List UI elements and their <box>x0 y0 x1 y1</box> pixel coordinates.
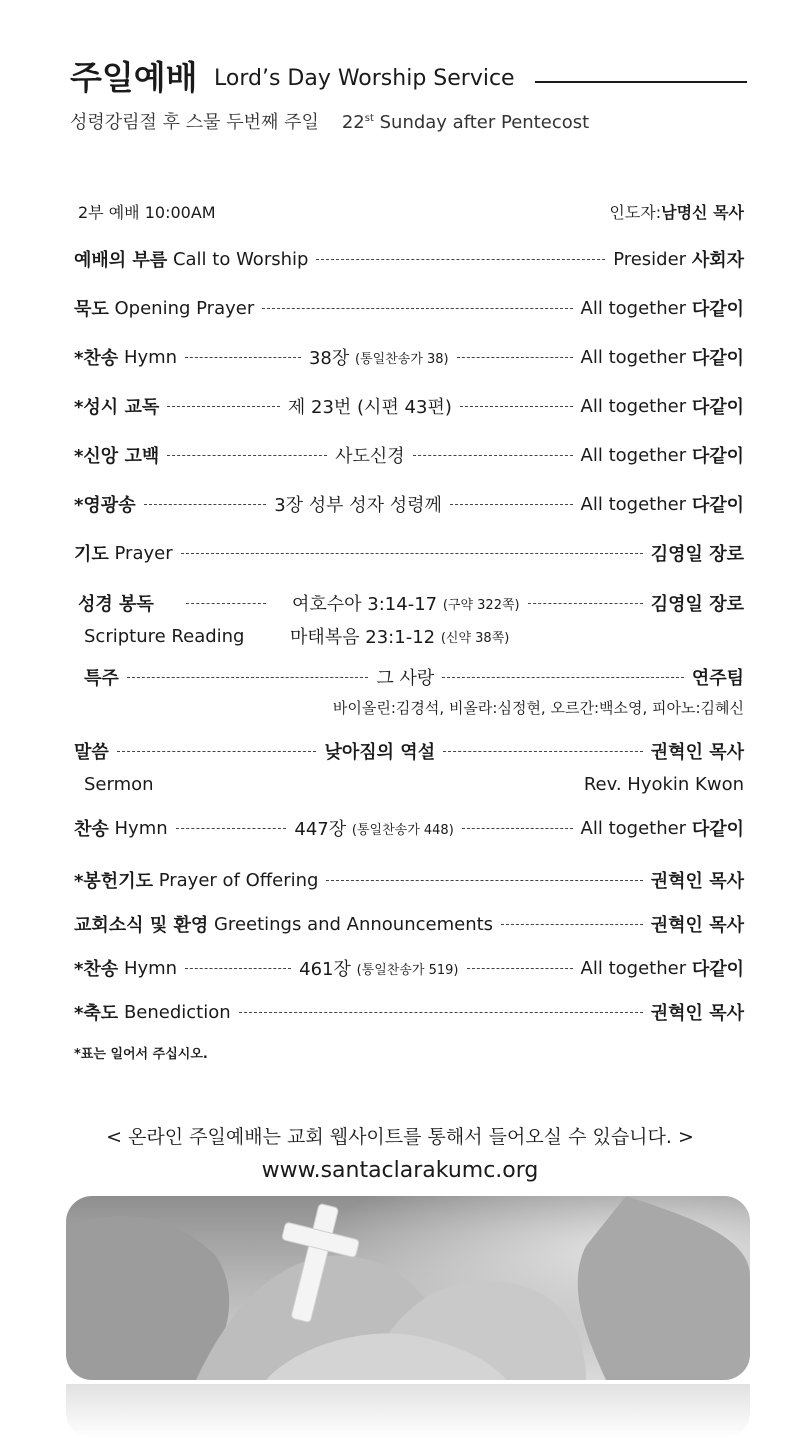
subtitle-english: Sunday after Pentecost <box>379 112 590 133</box>
dash-leader <box>460 406 573 407</box>
special-music-row <box>74 662 744 692</box>
dash-leader <box>167 406 280 407</box>
order-row-responsive-reading <box>74 391 744 421</box>
sermon-preacher-korean: 권혁인 목사 <box>650 742 745 763</box>
leader-name: 남명신 목사 <box>661 202 744 222</box>
order-right-korean: 다같이 <box>691 819 744 840</box>
order-item-korean: *성시 교독 <box>74 397 160 418</box>
order-middle: 3장 성부 성자 성령께 <box>274 495 442 516</box>
order-right-english: Presider <box>613 248 687 270</box>
order-row-opening-prayer <box>74 293 744 323</box>
order-row-hymn-461 <box>74 953 744 983</box>
online-worship-notice: < 온라인 주일예배는 교회 웹사이트를 통해서 들어오실 수 있습니다. > <box>106 1126 694 1148</box>
dash-leader <box>185 357 301 358</box>
order-row-offering-prayer <box>74 865 744 895</box>
dash-leader <box>239 1012 643 1013</box>
scripture-reading-1-page: (구약 322쪽) <box>442 597 520 613</box>
order-item-english: Greetings and Announcements <box>213 913 494 935</box>
order-right-korean: 권혁인 목사 <box>650 915 744 936</box>
title-rule <box>535 81 747 83</box>
order-right-english: All together <box>580 444 687 466</box>
sermon-english: Sermon <box>84 773 154 795</box>
scripture-reading-2: 마태복음 23:1-12 <box>290 627 436 648</box>
order-item-korean: *신앙 고백 <box>74 446 160 467</box>
order-item-english: Prayer of Offering <box>158 869 319 891</box>
dash-leader <box>528 603 643 604</box>
sermon-title: 낮아짐의 역설 <box>324 742 436 763</box>
scripture-reading-1: 여호수아 3:14-17 <box>292 594 438 615</box>
dash-leader <box>167 455 327 456</box>
hymn-old-number: (통일찬송가 38) <box>355 351 449 367</box>
order-middle: 제 23번 (시편 43편) <box>287 397 452 418</box>
dash-leader <box>181 553 643 554</box>
special-title: 그 사랑 <box>376 668 435 689</box>
hymn-number: 461장 <box>299 959 351 980</box>
order-item-korean: *축도 <box>74 1003 119 1024</box>
order-item-english: Call to Worship <box>172 248 309 270</box>
sermon-korean: 말씀 <box>74 742 109 763</box>
service-info-row <box>74 196 744 226</box>
scripture-korean: 성경 봉독 <box>78 594 154 615</box>
sermon-row-2 <box>74 769 744 799</box>
order-right-korean: 권혁인 목사 <box>650 1003 744 1024</box>
dash-leader <box>326 880 642 881</box>
order-right-english: All together <box>580 346 687 368</box>
subtitle-ordinal: st <box>364 113 374 124</box>
sermon-row <box>74 736 744 766</box>
order-right-korean: 권혁인 목사 <box>650 871 744 892</box>
order-row-hymn-38 <box>74 342 744 372</box>
hymn-number: 38장 <box>308 348 350 369</box>
order-item-korean: 교회소식 및 환영 <box>74 915 209 936</box>
special-players: 바이올린:김경석, 비올라:심정현, 오르간:백소영, 피아노:김혜신 <box>332 698 744 717</box>
order-right-korean: 다같이 <box>691 299 744 320</box>
order-right-korean: 다같이 <box>691 495 744 516</box>
order-right-english: All together <box>580 817 687 839</box>
service-time: 2부 예배 10:00AM <box>78 202 216 222</box>
dash-leader <box>316 259 605 260</box>
order-item-korean: *찬송 <box>74 348 119 369</box>
order-row-benediction <box>74 997 744 1027</box>
order-item-korean: *찬송 <box>74 959 119 980</box>
dash-leader <box>443 751 643 752</box>
order-item-korean: 예배의 부름 <box>74 250 168 271</box>
order-item-korean: 기도 <box>74 544 109 565</box>
scripture-reading-2-page: (신약 38쪽) <box>440 630 510 646</box>
scripture-row <box>74 588 744 618</box>
order-row-call-to-worship <box>74 244 744 274</box>
order-row-hymn-447 <box>74 813 744 843</box>
dash-leader <box>127 677 369 678</box>
order-item-english: Benediction <box>123 1001 231 1023</box>
order-right-korean: 다같이 <box>691 446 745 467</box>
dash-leader <box>117 751 317 752</box>
subtitle-number: 22 <box>341 112 365 133</box>
order-row-creed <box>74 440 744 470</box>
subtitle <box>70 108 589 134</box>
website-url[interactable]: www.santaclarakumc.org <box>261 1158 539 1183</box>
scripture-row-2 <box>74 621 744 651</box>
order-row-announcements <box>74 909 744 939</box>
page-title-english: Lord’s Day Worship Service <box>214 66 515 91</box>
photo-reflection <box>66 1384 750 1438</box>
order-right-english: All together <box>580 493 687 515</box>
order-item-korean: *영광송 <box>74 495 136 516</box>
standing-note: *표는 일어서 주십시오. <box>74 1047 208 1062</box>
order-row-prayer <box>74 538 744 568</box>
order-item-english: Opening Prayer <box>114 297 255 319</box>
hands-cross-illustration <box>66 1196 750 1380</box>
order-right-korean: 다같이 <box>691 397 745 418</box>
order-right-korean: 김영일 장로 <box>650 544 744 565</box>
order-right-korean: 다같이 <box>691 348 744 369</box>
hymn-number: 447장 <box>294 819 347 840</box>
order-right-english: All together <box>580 297 687 319</box>
order-row-gloria <box>74 489 744 519</box>
order-item-english: Hymn <box>123 346 178 368</box>
special-korean: 특주 <box>84 668 119 689</box>
dash-leader <box>462 828 573 829</box>
order-item-korean: 묵도 <box>74 299 109 320</box>
page-title-korean: 주일예배 <box>70 58 198 97</box>
scripture-english: Scripture Reading <box>84 625 245 647</box>
order-right-english: All together <box>580 395 687 417</box>
subtitle-korean: 성령강림절 후 스물 두번째 주일 <box>70 112 319 133</box>
order-middle: 사도신경 <box>335 446 405 467</box>
dash-leader <box>262 308 572 309</box>
hands-cross-photo <box>66 1196 750 1380</box>
order-right-korean: 사회자 <box>691 250 744 271</box>
order-right-english: All together <box>580 957 687 979</box>
dash-leader <box>144 504 267 505</box>
special-players-row <box>74 692 744 722</box>
order-item-english: Prayer <box>114 542 173 564</box>
special-performer: 연주팀 <box>691 668 744 689</box>
order-item-korean: 찬송 <box>74 819 109 840</box>
hymn-old-number: (통일찬송가 519) <box>356 962 459 978</box>
dash-leader <box>413 455 573 456</box>
order-item-english: Hymn <box>114 817 168 839</box>
hymn-old-number: (통일찬송가 448) <box>351 822 454 838</box>
order-right-korean: 다같이 <box>691 959 745 980</box>
dash-leader <box>457 357 573 358</box>
scripture-reader: 김영일 장로 <box>650 594 744 615</box>
dash-leader <box>501 924 643 925</box>
dash-leader <box>186 603 266 604</box>
sermon-preacher-english: Rev. Hyokin Kwon <box>583 773 744 795</box>
leader-label: 인도자: <box>609 202 662 222</box>
order-item-korean: *봉헌기도 <box>74 871 153 892</box>
dash-leader <box>442 677 684 678</box>
dash-leader <box>450 504 573 505</box>
dash-leader <box>185 968 291 969</box>
dash-leader <box>176 828 287 829</box>
order-item-english: Hymn <box>123 957 178 979</box>
dash-leader <box>467 968 573 969</box>
